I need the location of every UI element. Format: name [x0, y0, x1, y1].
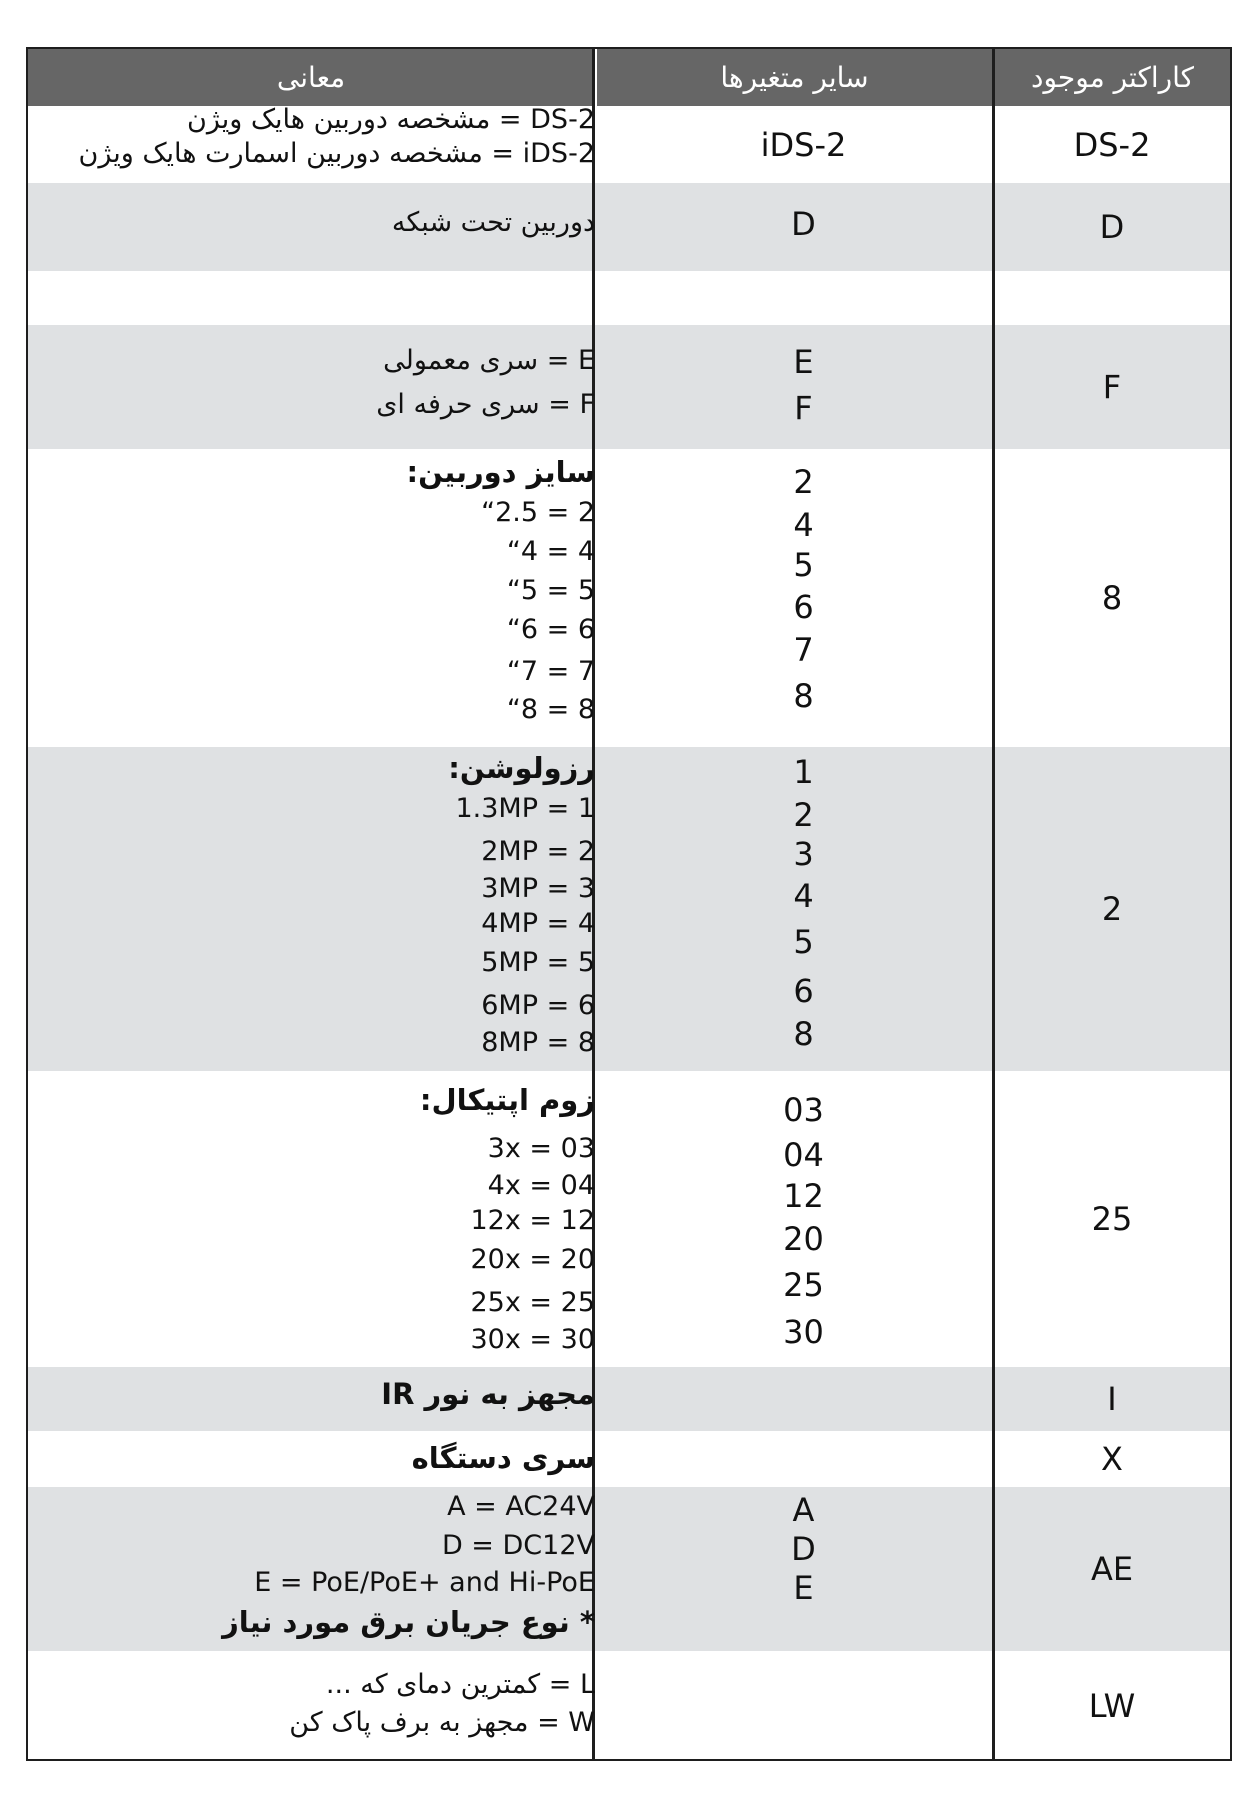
meaning-line: 4 = 4MP: [481, 908, 595, 939]
variables-cell: [625, 325, 982, 449]
meaning-title: سری دستگاه: [411, 1441, 595, 1475]
meaning-line: 6 = 6MP: [481, 990, 595, 1021]
variable-value: 12: [783, 1177, 824, 1215]
meaning-line: 5 = 5“: [506, 575, 595, 606]
meaning-line: E = سری معمولی: [383, 345, 595, 376]
variables-cell: [625, 106, 982, 183]
meaning-line: L = کمترین دمای که ...: [325, 1669, 595, 1700]
char-cell: DS-2: [1073, 125, 1151, 164]
meaning-line: 03 = 3x: [487, 1133, 595, 1164]
variable-value: 6: [793, 588, 814, 626]
char-cell: F: [1102, 368, 1122, 406]
meaning-line: 2 = 2MP: [481, 836, 595, 867]
meaning-title: مجهز به نور IR: [381, 1377, 595, 1411]
variable-value: 20: [783, 1220, 824, 1258]
meaning-line: 12 = 12x: [470, 1205, 595, 1236]
variables-cell: [625, 1487, 982, 1651]
variable-value: 2: [793, 463, 814, 501]
meaning-line: 6 = 6“: [506, 614, 595, 645]
char-cell: 8: [1101, 579, 1123, 617]
meaning-cell: [35, 183, 595, 271]
variable-value: iDS-2: [760, 126, 847, 164]
variables-cell: [625, 1071, 982, 1367]
meaning-line: 30 = 30x: [470, 1324, 595, 1355]
meaning-line: 2 = 2.5“: [481, 497, 595, 528]
meaning-title: سایز دوربین:: [406, 455, 595, 489]
meaning-line: 3 = 3MP: [481, 873, 595, 904]
meaning-line: F = سری حرفه ای: [376, 389, 595, 420]
char-cell: I: [1107, 1380, 1117, 1418]
variables-cell: [625, 183, 982, 271]
meaning-title: زوم اپتیکال:: [419, 1083, 595, 1117]
meaning-cell: [35, 747, 595, 1071]
variables-cell: [625, 747, 982, 1071]
variable-value: 4: [793, 877, 814, 915]
char-cell: X: [1101, 1440, 1123, 1478]
meaning-line: iDS-2 = مشخصه دوربین اسمارت هایک ویژن: [78, 138, 595, 169]
variables-cell: [625, 449, 982, 747]
variable-value: A: [792, 1491, 815, 1529]
variable-value: D: [791, 1530, 816, 1568]
meaning-cell: [35, 1651, 595, 1761]
meaning-line: دوربین تحت شبکه: [391, 207, 595, 238]
variable-value: D: [791, 205, 816, 243]
meaning-line: 7 = 7“: [506, 656, 595, 687]
meaning-cell: [35, 449, 595, 747]
variable-value: 8: [793, 677, 814, 715]
meaning-note: * نوع جریان برق مورد نیاز: [222, 1605, 595, 1639]
char-cell: LW: [1088, 1687, 1136, 1725]
variable-value: 3: [793, 835, 814, 873]
meaning-line: 4 = 4“: [506, 536, 595, 567]
char-cell: 25: [1091, 1200, 1133, 1238]
meaning-line: W = مجهز به برف پاک کن: [289, 1707, 595, 1738]
variable-value: F: [794, 389, 813, 427]
meaning-line: A = AC24V: [447, 1491, 595, 1522]
meaning-cell: [35, 106, 595, 183]
meaning-line: 8 = 8“: [506, 694, 595, 725]
meaning-line: D = DC12V: [441, 1530, 595, 1561]
meaning-line: E = PoE/PoE+ and Hi-PoE: [254, 1567, 595, 1598]
variable-value: 1: [793, 753, 814, 791]
variable-value: 30: [783, 1313, 824, 1351]
char-cell: D: [1099, 208, 1125, 246]
meaning-cell: [35, 325, 595, 449]
variable-value: 5: [793, 546, 814, 584]
meaning-line: 25 = 25x: [470, 1287, 595, 1318]
char-cell: 2: [1101, 890, 1123, 928]
meaning-cell: [35, 1487, 595, 1651]
variable-value: 5: [793, 923, 814, 961]
meaning-line: 5 = 5MP: [481, 947, 595, 978]
meaning-line: 1 = 1.3MP: [455, 793, 595, 824]
variable-value: 4: [793, 506, 814, 544]
meaning-title: رزولوشن:: [448, 751, 595, 785]
variable-value: 6: [793, 972, 814, 1010]
variable-value: E: [793, 1569, 814, 1607]
variable-value: 7: [793, 631, 814, 669]
variable-value: 25: [783, 1266, 824, 1304]
char-cell: AE: [1090, 1550, 1134, 1588]
variable-value: E: [793, 343, 814, 381]
row-empty: [28, 271, 1230, 325]
code-table: [26, 47, 1232, 1761]
meaning-line: DS-2 = مشخصه دوربین هایک ویژن: [186, 104, 595, 135]
meaning-cell: [35, 1367, 595, 1431]
header-variables: سایر متغیرها: [597, 49, 992, 106]
header-character: کاراکتر موجود: [995, 49, 1230, 106]
meaning-line: 04 = 4x: [487, 1170, 595, 1201]
meaning-cell: [35, 1071, 595, 1367]
meaning-cell: [35, 1431, 595, 1487]
header-meaning: معانی: [28, 49, 594, 106]
variable-value: 03: [783, 1091, 824, 1129]
variable-value: 8: [793, 1015, 814, 1053]
meaning-line: 8 = 8MP: [481, 1027, 595, 1058]
variable-value: 2: [793, 796, 814, 834]
meaning-line: 20 = 20x: [470, 1244, 595, 1275]
variable-value: 04: [783, 1136, 824, 1174]
